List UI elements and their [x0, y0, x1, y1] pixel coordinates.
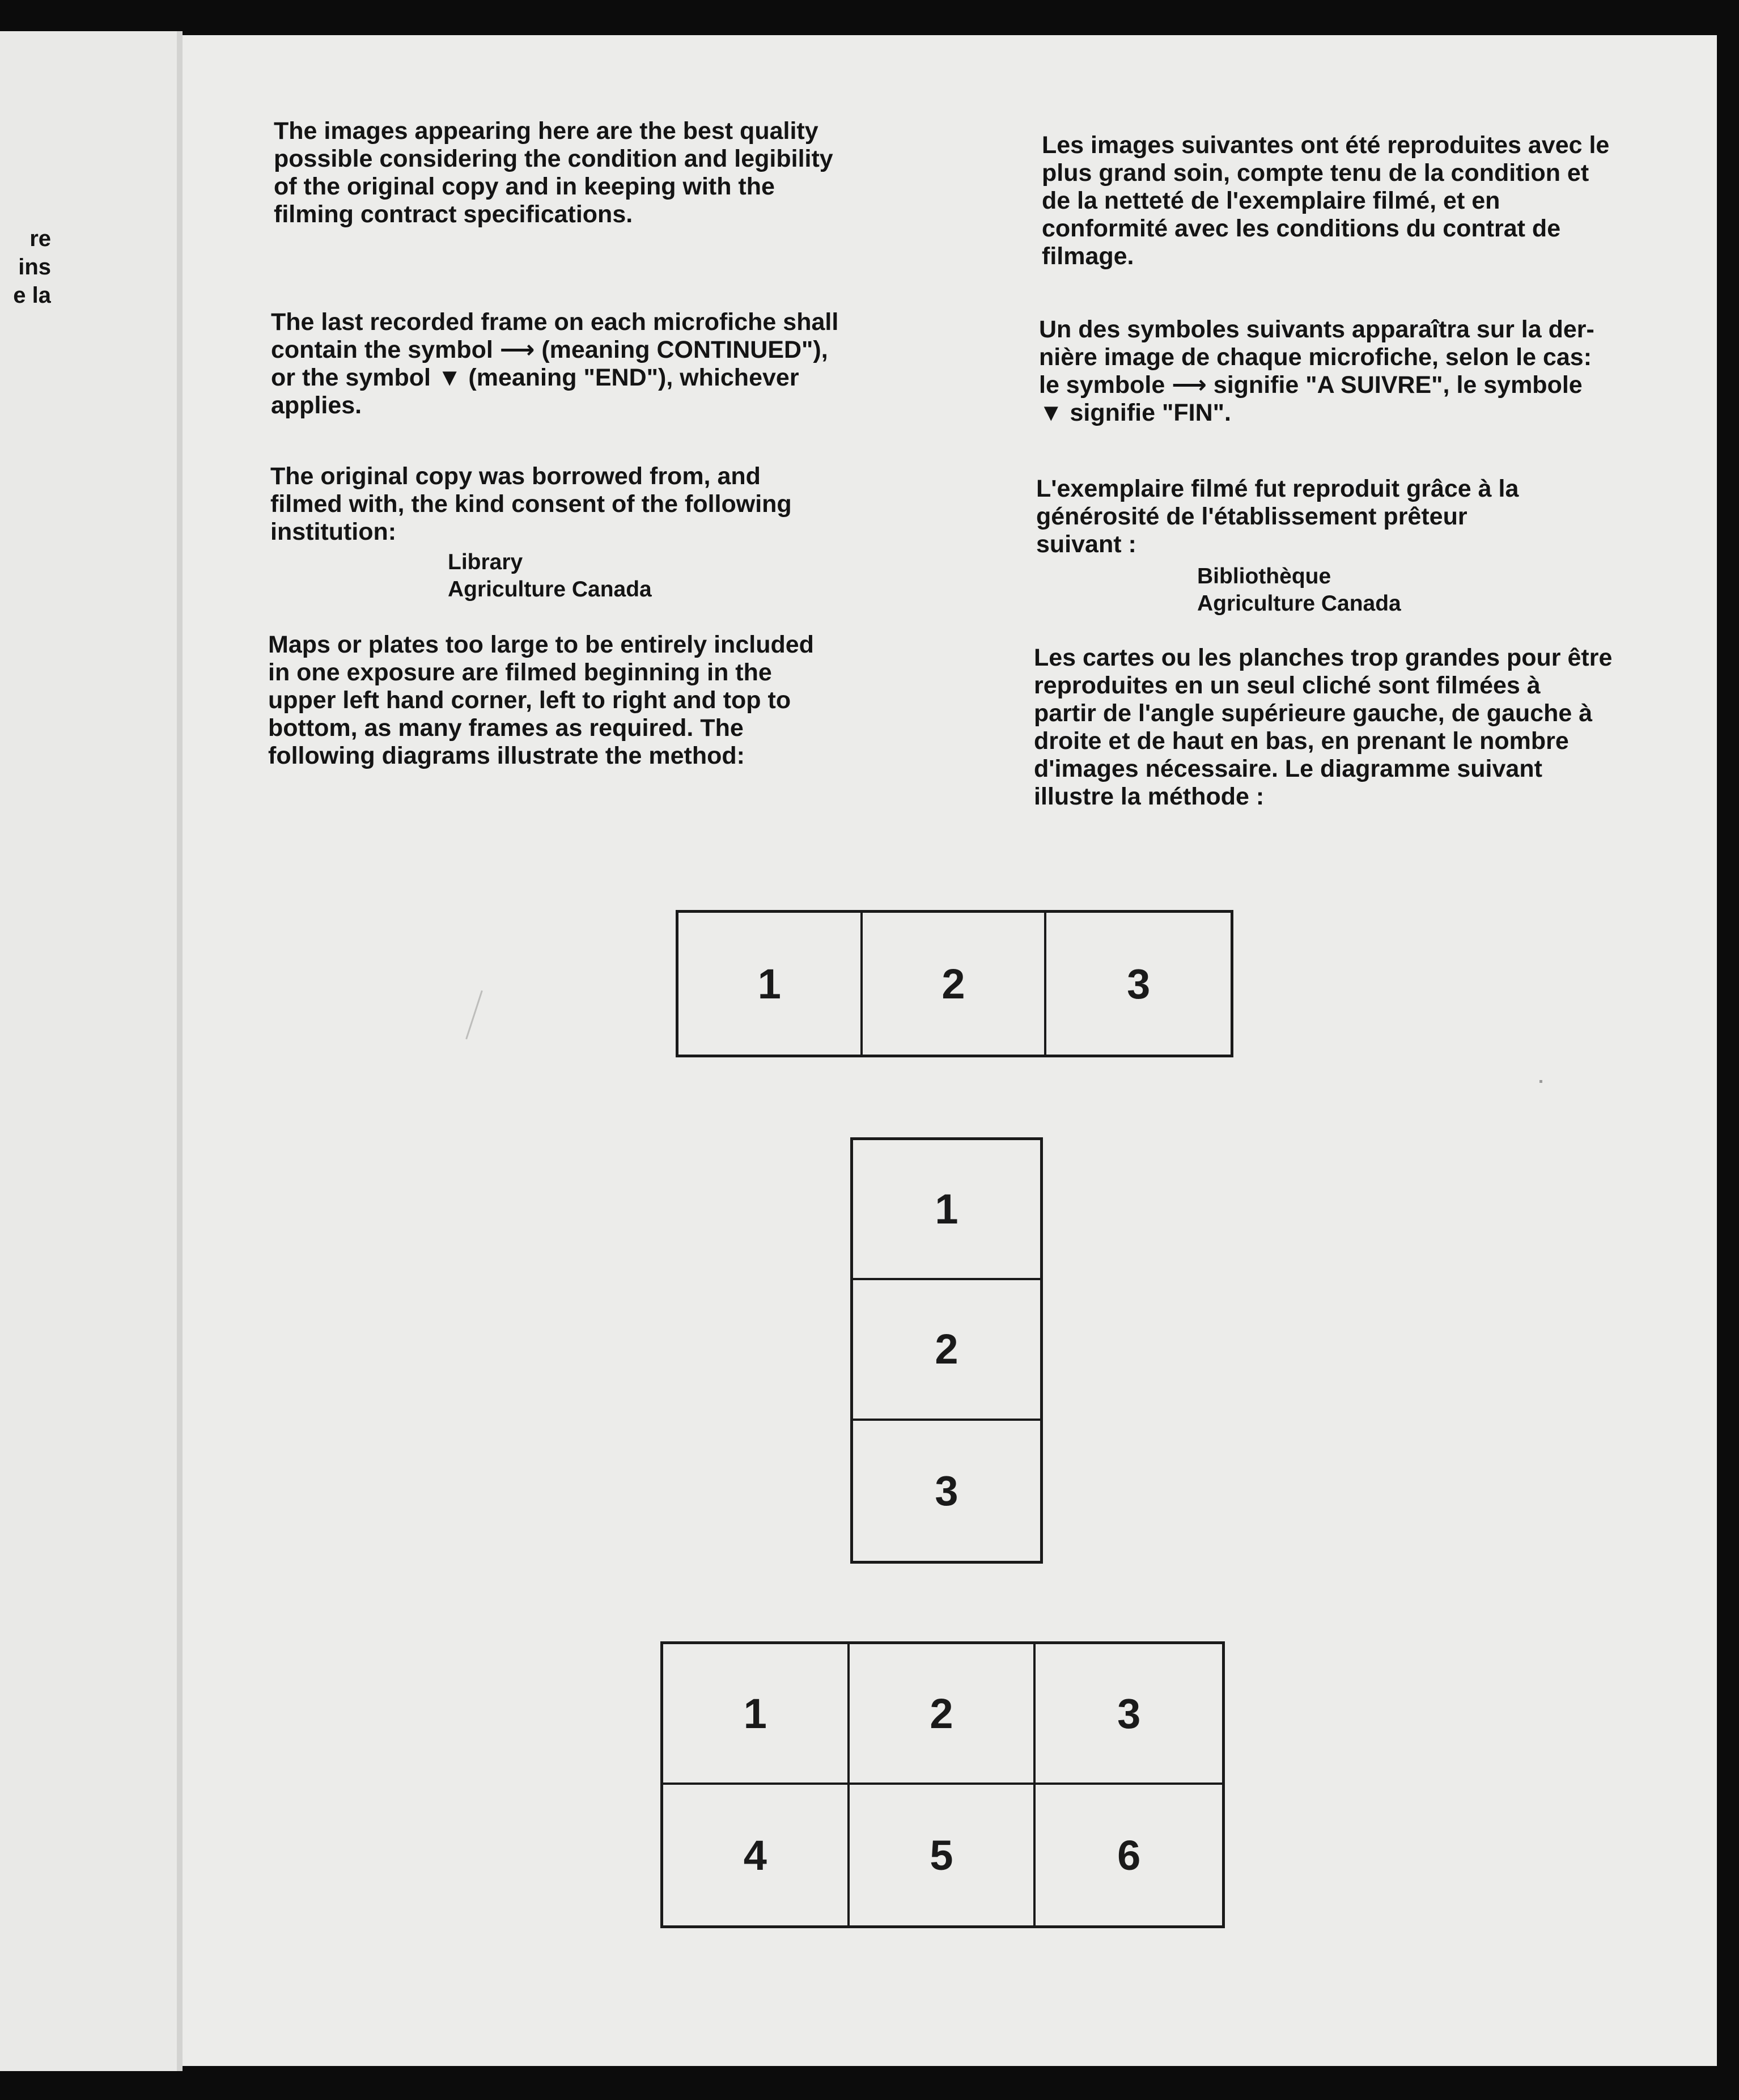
frame-cell: 3	[1127, 960, 1151, 1007]
frame-cell: 2	[853, 1280, 1040, 1420]
margin-fragment: ins	[18, 255, 51, 280]
frame-cell: 3	[935, 1467, 958, 1514]
frame-cell: 5	[850, 1785, 1036, 1925]
frame-cell: 1	[663, 1644, 850, 1785]
diagram-grid-frames	[660, 1641, 1225, 1928]
page-fold-shadow	[177, 31, 183, 2071]
french-paragraph-quality: Les images suivantes ont été reproduites avec le plus grand soin, compte tenu de la condition et de la netteté de l'exemplaire filmé, et en conformité avec les conditions du contrat de filmage.	[1042, 132, 1610, 270]
english-paragraph-quality: The images appearing here are the best quality possible considering the condition and legibility of the original copy and in keeping with the filming contract specifications.	[274, 117, 833, 228]
frame-cell: 1	[678, 913, 863, 1055]
english-paragraph-borrowed: The original copy was borrowed from, and filmed with, the kind consent of the following institution:	[270, 463, 792, 545]
margin-fragment: e la	[13, 283, 51, 308]
french-institution: Bibliothèque Agriculture Canada	[1197, 564, 1401, 616]
french-paragraph-borrowed: L'exemplaire filmé fut reproduit grâce à la générosité de l'établissement prêteur suivant :	[1036, 475, 1519, 558]
frame-cell: 4	[663, 1785, 850, 1925]
frame-cell: 3	[1036, 1644, 1222, 1785]
frame-cell: 2	[850, 1644, 1036, 1785]
english-paragraph-symbols: The last recorded frame on each microfiche shall contain the symbol ⟶ (meaning CONTINUED"), or the symbol ▼ (meaning "END"), whichever applies.	[271, 308, 839, 419]
english-institution: Library Agriculture Canada	[448, 550, 652, 602]
french-paragraph-maps: Les cartes ou les planches trop grandes pour être reproduites en un seul cliché sont filmées à partir de l'angle supérieure gauche, de gauche à droite et de haut en bas, en prenant le nombre d'images nécessaire. Le diagramme suivant illustre la méthode :	[1034, 644, 1613, 810]
margin-fragment: re	[29, 226, 51, 251]
frame-cell: 2	[863, 913, 1047, 1055]
frame-cell: 1	[853, 1140, 1040, 1280]
french-paragraph-symbols: Un des symboles suivants apparaîtra sur la der- nière image de chaque microfiche, selon le cas: le symbole ⟶ signifie "A SUIVRE", le symbole ▼ signifie "FIN".	[1039, 316, 1594, 426]
frame-cell: 6	[1117, 1831, 1141, 1879]
english-paragraph-maps: Maps or plates too large to be entirely included in one exposure are filmed beginning in the upper left hand corner, left to right and top to bottom, as many frames as required. The following diagrams illustrate the method:	[268, 631, 814, 769]
diagram-vertical-frames	[850, 1137, 1043, 1564]
scan-speck	[1539, 1080, 1542, 1083]
diagram-horizontal-frames	[676, 910, 1233, 1057]
previous-page-edge	[0, 31, 177, 2071]
